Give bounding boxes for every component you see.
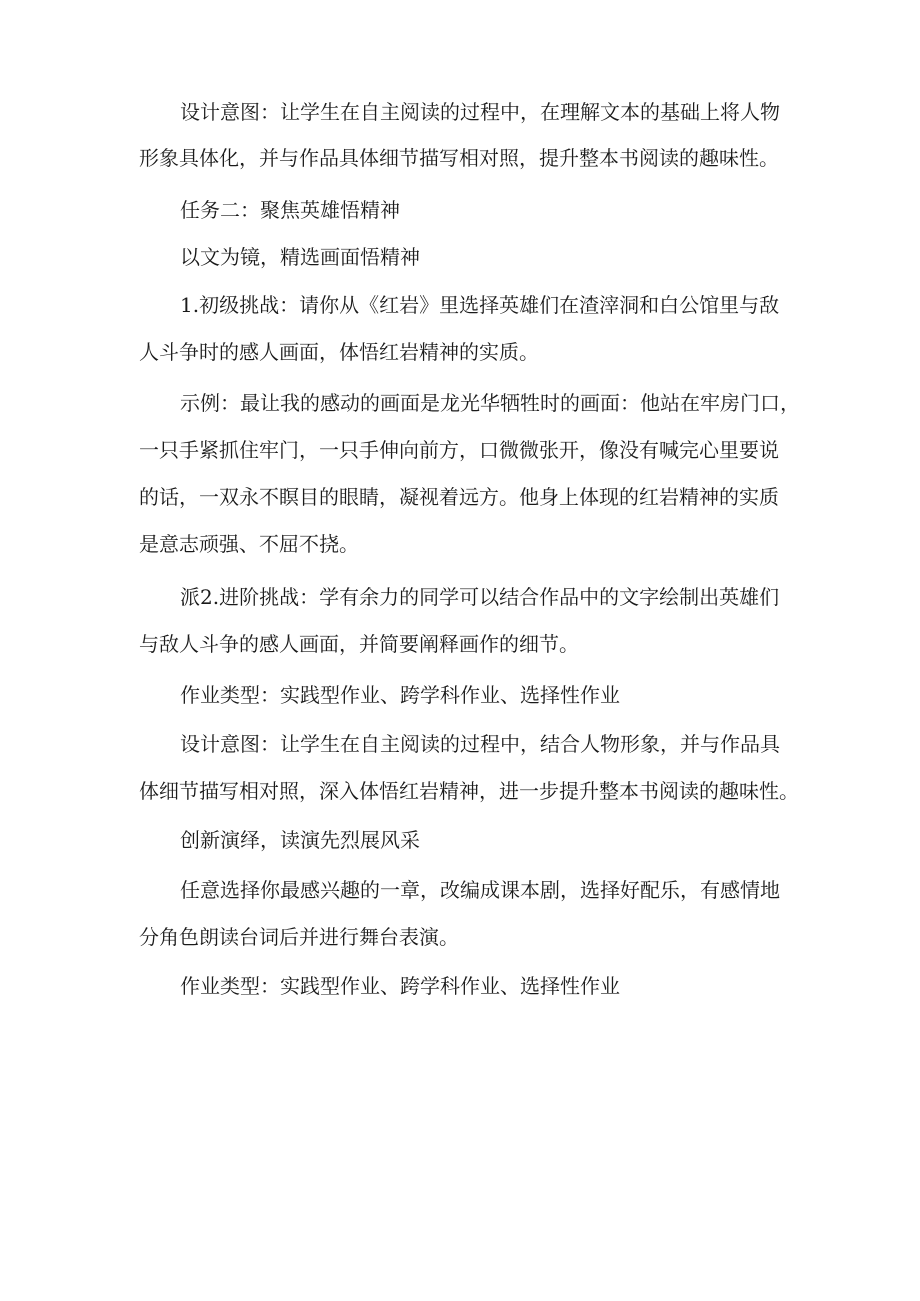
beginner-challenge-line-1: 1.初级挑战：请你从《红岩》里选择英雄们在渣滓洞和白公馆里与敌 xyxy=(180,293,780,317)
section-heading-mirror: 以文为镜，精选画面悟精神 xyxy=(180,245,420,269)
homework-type-2: 作业类型：实践型作业、跨学科作业、选择性作业 xyxy=(180,974,620,998)
example-line-1: 示例：最让我的感动的画面是龙光华牺牲时的画面：他站在牢房门口， xyxy=(180,391,800,415)
design-intent-2-line-2: 体细节描写相对照，深入体悟红岩精神，进一步提升整本书阅读的趣味性。 xyxy=(139,779,799,803)
drama-task-line-1: 任意选择你最感兴趣的一章，改编成课本剧，选择好配乐，有感情地 xyxy=(180,878,780,902)
design-intent-2-line-1: 设计意图：让学生在自主阅读的过程中，结合人物形象，并与作品具 xyxy=(180,732,780,756)
example-line-4: 是意志顽强、不屈不挠。 xyxy=(139,532,359,556)
advanced-challenge-line-2: 与敌人斗争的感人画面，并简要阐释画作的细节。 xyxy=(139,632,579,656)
design-intent-1-line-2: 形象具体化，并与作品具体细节描写相对照，提升整本书阅读的趣味性。 xyxy=(139,146,779,170)
section-heading-drama: 创新演绎，读演先烈展风采 xyxy=(180,828,420,852)
example-line-2: 一只手紧抓住牢门，一只手伸向前方，口微微张开，像没有喊完心里要说 xyxy=(139,438,779,462)
beginner-challenge-line-2: 人斗争时的感人画面，体悟红岩精神的实质。 xyxy=(139,340,539,364)
drama-task-line-2: 分角色朗读台词后并进行舞台表演。 xyxy=(139,925,459,949)
example-line-3: 的话，一双永不瞑目的眼睛，凝视着远方。他身上体现的红岩精神的实质 xyxy=(139,485,779,509)
design-intent-1-line-1: 设计意图：让学生在自主阅读的过程中，在理解文本的基础上将人物 xyxy=(180,100,780,124)
task-two-heading: 任务二：聚焦英雄悟精神 xyxy=(180,198,400,222)
homework-type-1: 作业类型：实践型作业、跨学科作业、选择性作业 xyxy=(180,683,620,707)
advanced-challenge-line-1: 派2.进阶挑战：学有余力的同学可以结合作品中的文字绘制出英雄们 xyxy=(180,585,780,609)
